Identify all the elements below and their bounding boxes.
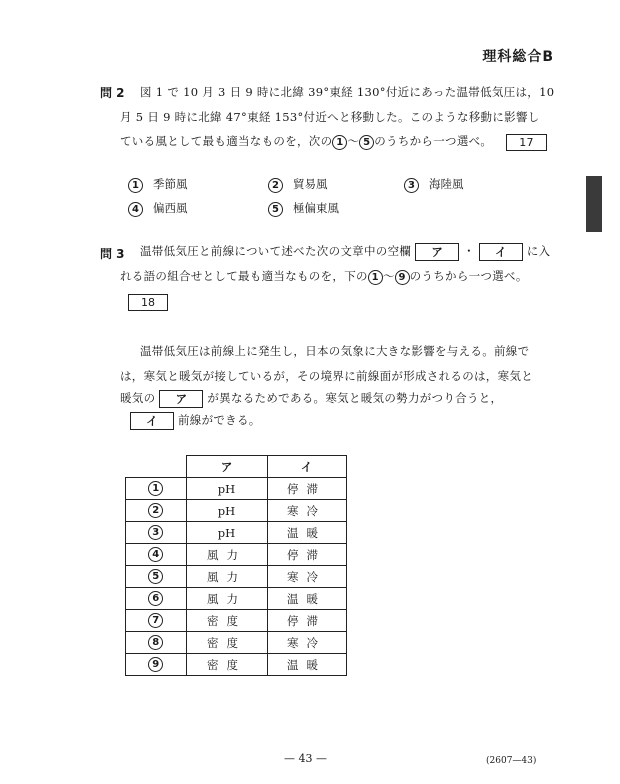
q2-range-sep: ～ — [347, 134, 360, 148]
q2-range-to: 5 — [359, 135, 374, 150]
row-num-cell — [126, 632, 187, 654]
option-num: 4 — [128, 202, 143, 217]
q2-option-3 — [404, 176, 464, 193]
q3-para-line-3 — [120, 390, 502, 408]
table-row — [126, 610, 347, 632]
row-num: 4 — [148, 547, 163, 562]
para-blank-a: ア — [159, 390, 203, 408]
q2-label: 問 2 — [100, 86, 125, 100]
q2-range-from: 1 — [332, 135, 347, 150]
q2-line-2: 月 5 日 9 時に北緯 47°東経 153°付近へと移動した。このような移動に影響し — [120, 110, 540, 124]
row-num-cell — [126, 566, 187, 588]
cell-a: pH — [186, 500, 267, 522]
table-header-a: ア — [186, 456, 267, 478]
q2-line-3 — [120, 133, 547, 151]
cell-a: 風力 — [186, 588, 267, 610]
q3-answer-box: 18 — [128, 294, 168, 311]
q3-para-line-4-text: 前線ができる。 — [177, 413, 261, 427]
cell-a: 密度 — [186, 632, 267, 654]
option-text: 貿易風 — [293, 177, 328, 191]
q2-option-1 — [128, 176, 188, 193]
q3-dot: ・ — [463, 244, 475, 258]
q3-line-1 — [140, 243, 550, 261]
row-num: 6 — [148, 591, 163, 606]
q2-line-1: 図 1 で 10 月 3 日 9 時に北緯 39°東経 130°付近にあった温帯低気圧は，10 — [140, 85, 555, 99]
q3-answer-wrap — [128, 292, 168, 311]
q2-line-3-text: ている風として最も適当なものを，次の — [120, 134, 333, 148]
cell-i: 停滞 — [267, 544, 346, 566]
cell-a: 密度 — [186, 610, 267, 632]
cell-i: 寒冷 — [267, 500, 346, 522]
table-header-row — [126, 456, 347, 478]
row-num: 5 — [148, 569, 163, 584]
table-row — [126, 632, 347, 654]
page-number: — 43 — — [284, 752, 327, 765]
q3-line-1-tail: に入 — [526, 244, 551, 258]
option-num: 2 — [268, 178, 283, 193]
table-corner — [126, 456, 187, 478]
table-row — [126, 522, 347, 544]
q3-range-from: 1 — [368, 270, 383, 285]
cell-i: 温暖 — [267, 588, 346, 610]
cell-a: pH — [186, 522, 267, 544]
cell-i: 寒冷 — [267, 566, 346, 588]
row-num: 9 — [148, 657, 163, 672]
q2-tail: のうちから一つ選べ。 — [374, 134, 493, 148]
row-num-cell — [126, 500, 187, 522]
row-num: 2 — [148, 503, 163, 518]
q3-line-2-tail: のうちから一つ選べ。 — [409, 269, 528, 283]
table-row — [126, 478, 347, 500]
cell-i: 停滞 — [267, 610, 346, 632]
option-num: 1 — [128, 178, 143, 193]
option-text: 極偏東風 — [293, 201, 339, 215]
blank-i: イ — [479, 243, 523, 261]
cell-i: 温暖 — [267, 654, 346, 676]
option-text: 季節風 — [153, 177, 188, 191]
table-row — [126, 566, 347, 588]
page-code: (2607—43) — [486, 756, 537, 766]
table-row — [126, 588, 347, 610]
subject-title: 理科総合B — [482, 49, 554, 65]
row-num: 7 — [148, 613, 163, 628]
table-row — [126, 544, 347, 566]
q3-line-2-text: れる語の組合せとして最も適当なものを，下の — [120, 269, 368, 283]
q2-option-2 — [268, 176, 328, 193]
option-num: 5 — [268, 202, 283, 217]
cell-i: 停滞 — [267, 478, 346, 500]
q3-para-line-3-pre: 暖気の — [120, 391, 156, 405]
answer-table — [125, 455, 347, 676]
option-text: 偏西風 — [153, 201, 188, 215]
q3-range-to: 9 — [395, 270, 410, 285]
row-num-cell — [126, 544, 187, 566]
table-row — [126, 654, 347, 676]
row-num: 3 — [148, 525, 163, 540]
row-num-cell — [126, 478, 187, 500]
row-num-cell — [126, 588, 187, 610]
q3-line-1-text: 温帯低気圧と前線について述べた次の文章中の空欄 — [140, 244, 412, 258]
row-num-cell — [126, 610, 187, 632]
cell-i: 温暖 — [267, 522, 346, 544]
q3-para-line-1: 温帯低気圧は前線上に発生し，日本の気象に大きな影響を与える。前線で — [140, 344, 530, 358]
q2-answer-box: 17 — [506, 134, 547, 151]
blank-a: ア — [415, 243, 459, 261]
q3-label: 問 3 — [100, 247, 125, 261]
q2-option-5 — [268, 200, 339, 217]
row-num-cell — [126, 654, 187, 676]
row-num-cell — [126, 522, 187, 544]
para-blank-i: イ — [130, 412, 174, 430]
q3-line-2 — [120, 268, 528, 285]
table-row — [126, 500, 347, 522]
option-num: 3 — [404, 178, 419, 193]
row-num: 8 — [148, 635, 163, 650]
row-num: 1 — [148, 481, 163, 496]
option-text: 海陸風 — [429, 177, 464, 191]
q3-para-line-3-post: が異なるためである。寒気と暖気の勢力がつり合うと， — [207, 391, 503, 405]
cell-a: 風力 — [186, 566, 267, 588]
cell-a: 風力 — [186, 544, 267, 566]
side-index-tab — [586, 176, 602, 232]
q2-option-4 — [128, 200, 188, 217]
cell-i: 寒冷 — [267, 632, 346, 654]
cell-a: pH — [186, 478, 267, 500]
q3-para-line-4 — [130, 412, 261, 430]
table-header-i: イ — [267, 456, 346, 478]
cell-a: 密度 — [186, 654, 267, 676]
q3-range-sep: ～ — [382, 269, 395, 283]
q3-para-line-2: は，寒気と暖気が接しているが，その境界に前線面が形成されるのは，寒気と — [120, 369, 533, 383]
